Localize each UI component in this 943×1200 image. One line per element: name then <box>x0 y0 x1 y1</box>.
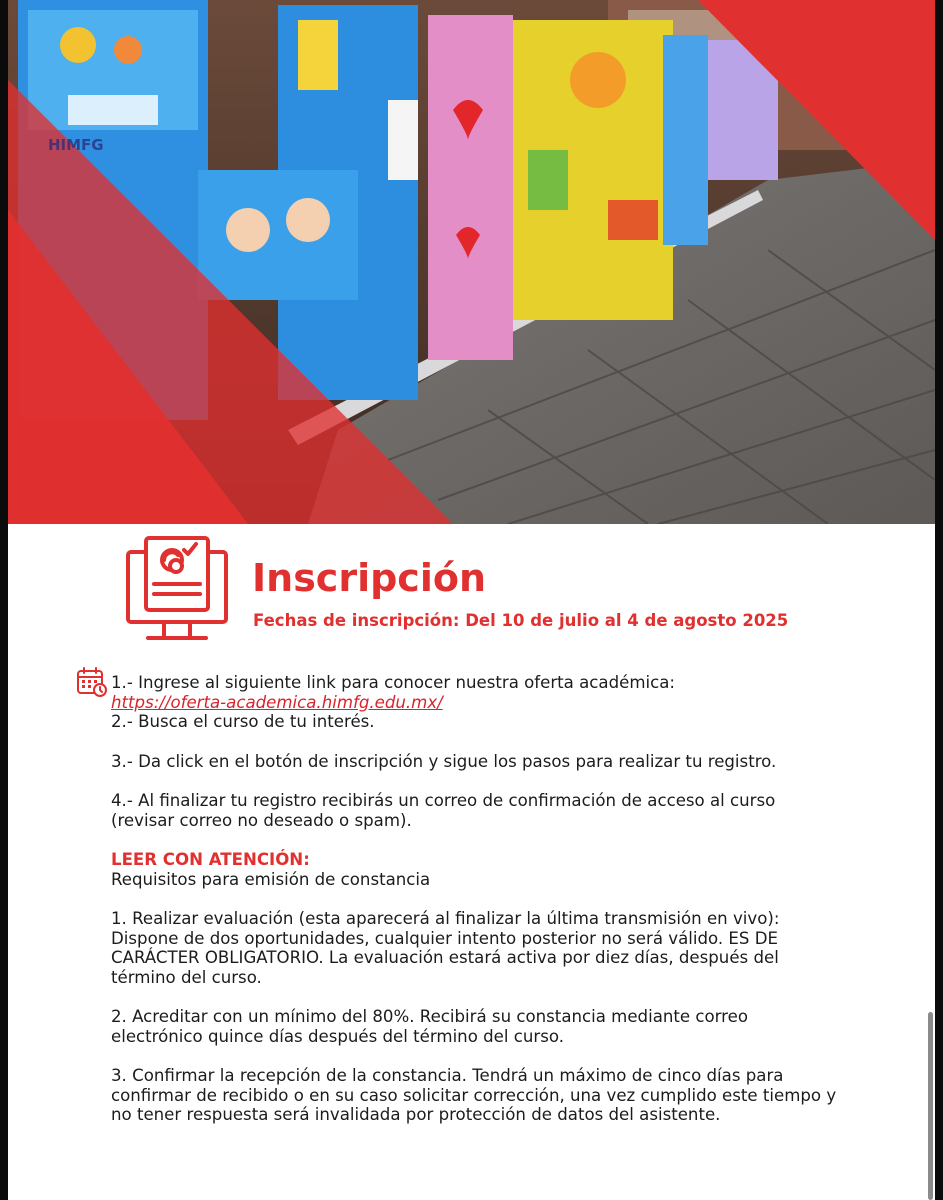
oferta-academica-link[interactable]: https://oferta-academica.himfg.edu.mx/ <box>111 692 443 712</box>
step-4-text: 4.- Al finalizar tu registro recibirás un correo de confirmación de acceso al curso (revisar correo no deseado o spam). <box>111 791 776 830</box>
calendar-clock-icon <box>76 666 108 698</box>
step-1-text: 1.- Ingrese al siguiente link para conocer nuestra oferta académica: <box>111 673 675 692</box>
instructions-body <box>111 673 841 1125</box>
page-title: Inscripción <box>252 556 487 600</box>
notice-heading: LEER CON ATENCIÓN: <box>111 850 310 869</box>
scrollbar[interactable] <box>928 1012 933 1200</box>
step-2-text: 2.- Busca el curso de tu interés. <box>111 712 375 731</box>
requirement-1: 1. Realizar evaluación (esta aparecerá al finalizar la última transmisión en vivo): Dispone de dos oportunidades, cualquier intento posterior no será válido. ES DE CARÁCTER OBLIGATORIO. La evaluación estará activa por diez días, después del término del curso. <box>111 909 780 987</box>
requirement-3: 3. Confirmar la recepción de la constancia. Tendrá un máximo de cinco días para confirmar de recibido o en su caso solicitar corrección, una vez cumplido este tiempo y no tener respuesta será invalidada por protección de datos del asistente. <box>111 1066 837 1124</box>
hero-photo <box>8 0 935 524</box>
hero-illustration <box>8 0 935 524</box>
left-frame-border <box>0 0 8 1200</box>
hero-painted-text: HIMFG <box>48 136 104 154</box>
computer-screen-checklist-icon <box>124 532 230 644</box>
step-3-text: 3.- Da click en el botón de inscripción y sigue los pasos para realizar tu registro. <box>111 751 777 771</box>
notice-intro: Requisitos para emisión de constancia <box>111 869 431 889</box>
requirement-2: 2. Acreditar con un mínimo del 80%. Recibirá su constancia mediante correo electrónico quince días después del término del curso. <box>111 1007 748 1046</box>
registration-dates: Fechas de inscripción: Del 10 de julio al 4 de agosto 2025 <box>253 611 789 630</box>
right-frame-border <box>935 0 943 1200</box>
